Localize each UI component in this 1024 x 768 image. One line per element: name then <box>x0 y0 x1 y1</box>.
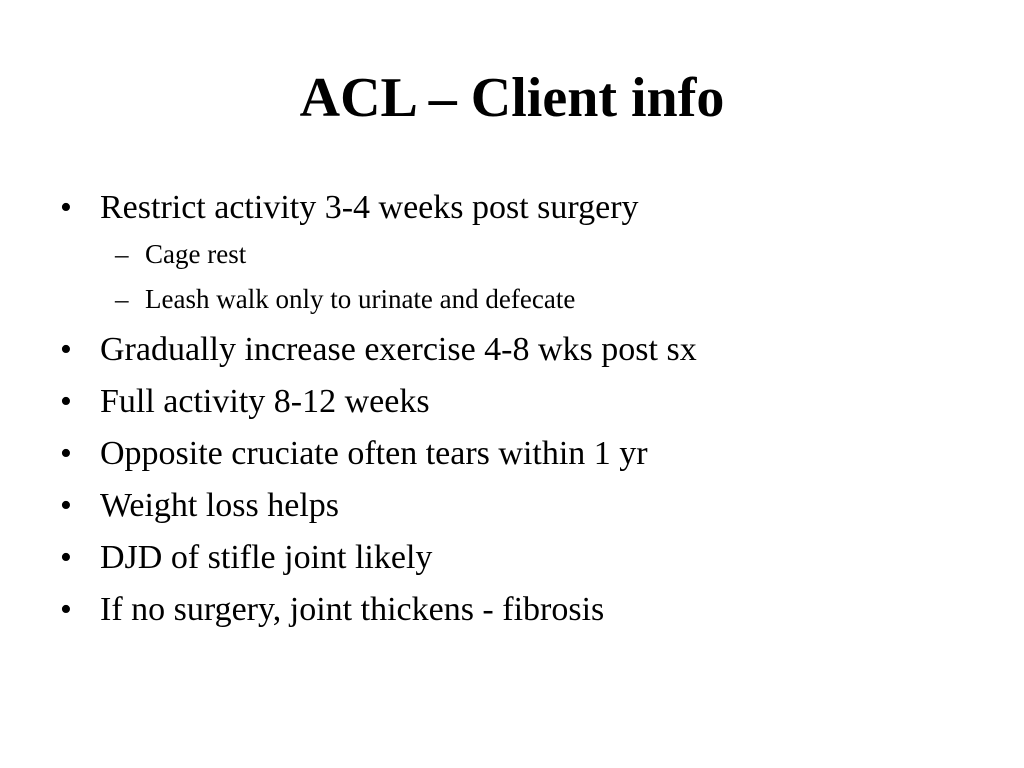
bullet-text: If no surgery, joint thickens - fibrosis <box>100 591 605 628</box>
bullet-marker: • <box>60 487 72 524</box>
sub-bullet-marker: – <box>115 239 129 269</box>
bullet-text: Opposite cruciate often tears within 1 yr <box>100 435 648 472</box>
bullet-text: DJD of stifle joint likely <box>100 539 433 576</box>
sub-bullet-marker: – <box>115 284 129 314</box>
bullet-text: Gradually increase exercise 4-8 wks post sx <box>100 331 697 368</box>
bullet-marker: • <box>60 189 72 226</box>
slide-title: ACL – Client info <box>299 67 725 129</box>
bullet-text: Full activity 8-12 weeks <box>100 383 430 420</box>
sub-bullet-text: Cage rest <box>145 239 247 269</box>
bullet-marker: • <box>60 539 72 576</box>
bullet-marker: • <box>60 383 72 420</box>
sub-bullet-text: Leash walk only to urinate and defecate <box>145 284 576 314</box>
bullet-marker: • <box>60 591 72 628</box>
bullet-marker: • <box>60 435 72 472</box>
bullet-text: Weight loss helps <box>100 487 340 524</box>
bullet-marker: • <box>60 331 72 368</box>
bullet-text: Restrict activity 3-4 weeks post surgery <box>100 189 639 226</box>
